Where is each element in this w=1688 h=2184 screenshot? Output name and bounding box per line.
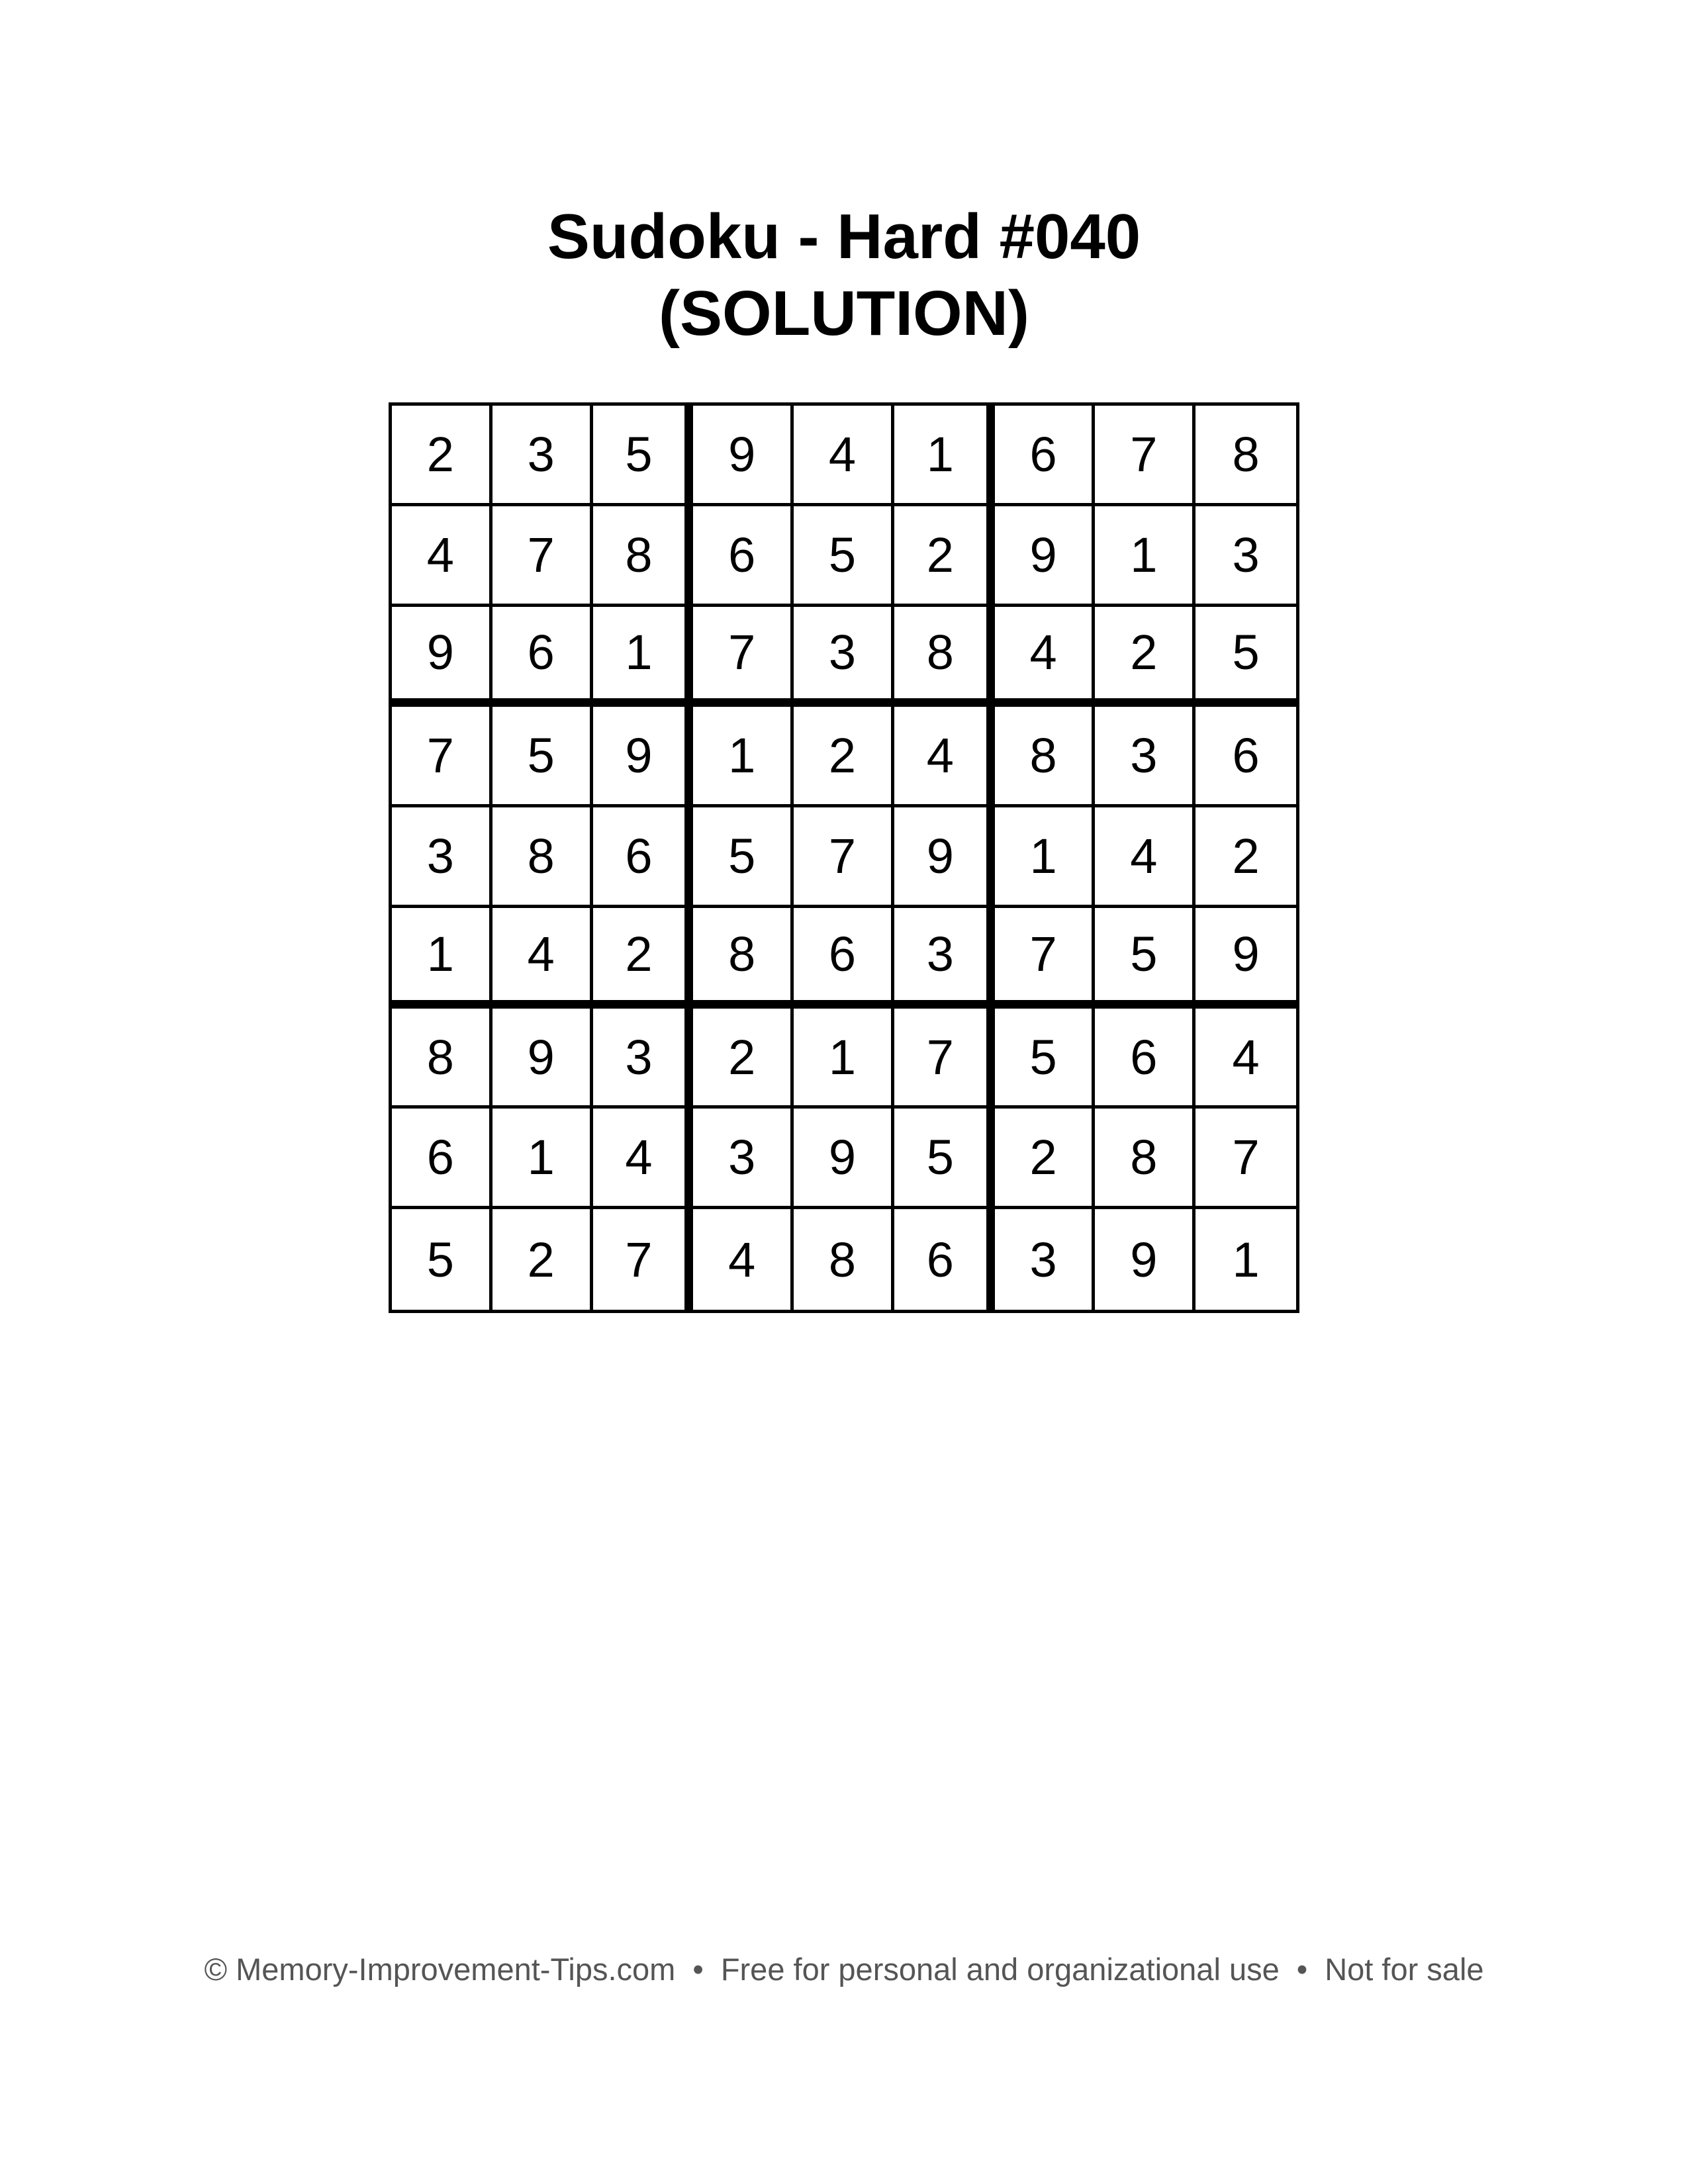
- sudoku-cell[interactable]: 3: [894, 908, 995, 1009]
- title-line-1: Sudoku - Hard #040: [547, 201, 1141, 272]
- sudoku-cell[interactable]: 5: [693, 807, 794, 908]
- sudoku-cell[interactable]: 2: [492, 1209, 593, 1310]
- sudoku-cell[interactable]: 9: [392, 607, 492, 707]
- sudoku-cell[interactable]: 4: [995, 607, 1096, 707]
- sudoku-cell[interactable]: 5: [1095, 908, 1196, 1009]
- sudoku-cell[interactable]: 5: [1196, 607, 1296, 707]
- sudoku-cell[interactable]: 5: [794, 506, 894, 607]
- sudoku-cell[interactable]: 9: [693, 406, 794, 506]
- sudoku-cell[interactable]: 8: [392, 1009, 492, 1109]
- sudoku-cell[interactable]: 6: [593, 807, 694, 908]
- sudoku-cell[interactable]: 8: [593, 506, 694, 607]
- sudoku-cell[interactable]: 2: [1196, 807, 1296, 908]
- page-title: [0, 199, 1688, 352]
- footer-not-for-sale: Not for sale: [1325, 1952, 1484, 1987]
- sudoku-cell[interactable]: 1: [794, 1009, 894, 1109]
- sudoku-cell[interactable]: 7: [894, 1009, 995, 1109]
- sudoku-cell[interactable]: 4: [794, 406, 894, 506]
- sudoku-cell[interactable]: 5: [995, 1009, 1096, 1109]
- sudoku-cell[interactable]: 3: [794, 607, 894, 707]
- sudoku-cell[interactable]: 3: [693, 1109, 794, 1209]
- sudoku-cell[interactable]: 1: [693, 707, 794, 807]
- sudoku-cell[interactable]: 6: [693, 506, 794, 607]
- sudoku-cell[interactable]: 5: [392, 1209, 492, 1310]
- sudoku-cell[interactable]: 8: [995, 707, 1096, 807]
- sudoku-board: [389, 402, 1299, 1313]
- sudoku-cell[interactable]: 1: [492, 1109, 593, 1209]
- sudoku-cell[interactable]: 9: [894, 807, 995, 908]
- sudoku-cell[interactable]: 6: [894, 1209, 995, 1310]
- sudoku-cell[interactable]: 9: [1196, 908, 1296, 1009]
- sudoku-cell[interactable]: 7: [1196, 1109, 1296, 1209]
- sudoku-cell[interactable]: 2: [693, 1009, 794, 1109]
- sudoku-cell[interactable]: 1: [1095, 506, 1196, 607]
- sudoku-cell[interactable]: 6: [1095, 1009, 1196, 1109]
- sudoku-cell[interactable]: 6: [492, 607, 593, 707]
- sudoku-cell[interactable]: 9: [492, 1009, 593, 1109]
- sudoku-cell[interactable]: 7: [593, 1209, 694, 1310]
- sudoku-cell[interactable]: 2: [1095, 607, 1196, 707]
- sudoku-cell[interactable]: 2: [995, 1109, 1096, 1209]
- sudoku-cell[interactable]: 7: [693, 607, 794, 707]
- sudoku-cell[interactable]: 2: [894, 506, 995, 607]
- title-line-2: (SOLUTION): [659, 278, 1029, 349]
- footer: [0, 1951, 1688, 1987]
- sudoku-cell[interactable]: 5: [593, 406, 694, 506]
- sudoku-cell[interactable]: 3: [995, 1209, 1096, 1310]
- sudoku-cell[interactable]: 6: [392, 1109, 492, 1209]
- footer-separator: •: [692, 1952, 704, 1987]
- sudoku-cell[interactable]: 9: [794, 1109, 894, 1209]
- sudoku-cell[interactable]: 8: [794, 1209, 894, 1310]
- sudoku-cell[interactable]: 2: [593, 908, 694, 1009]
- sudoku-cell[interactable]: 3: [593, 1009, 694, 1109]
- sudoku-cell[interactable]: 4: [392, 506, 492, 607]
- sudoku-cell[interactable]: 8: [894, 607, 995, 707]
- sudoku-cell[interactable]: 9: [1095, 1209, 1196, 1310]
- sudoku-cell[interactable]: 4: [593, 1109, 694, 1209]
- sudoku-cell[interactable]: 3: [392, 807, 492, 908]
- sudoku-cell[interactable]: 3: [492, 406, 593, 506]
- sudoku-cell[interactable]: 5: [492, 707, 593, 807]
- sudoku-cell[interactable]: 9: [593, 707, 694, 807]
- sudoku-cell[interactable]: 4: [1095, 807, 1196, 908]
- footer-separator: •: [1296, 1952, 1308, 1987]
- sudoku-cell[interactable]: 4: [1196, 1009, 1296, 1109]
- sudoku-cell[interactable]: 7: [392, 707, 492, 807]
- sudoku-cell[interactable]: 1: [995, 807, 1096, 908]
- sudoku-cell[interactable]: 7: [794, 807, 894, 908]
- sudoku-cell[interactable]: 3: [1095, 707, 1196, 807]
- sudoku-cell[interactable]: 2: [392, 406, 492, 506]
- sudoku-cell[interactable]: 4: [894, 707, 995, 807]
- sudoku-cell[interactable]: 1: [894, 406, 995, 506]
- sudoku-cell[interactable]: 5: [894, 1109, 995, 1209]
- sudoku-cell[interactable]: 1: [392, 908, 492, 1009]
- footer-usage: Free for personal and organizational use: [720, 1952, 1280, 1987]
- sudoku-cell[interactable]: 8: [492, 807, 593, 908]
- sudoku-cell[interactable]: 7: [1095, 406, 1196, 506]
- sudoku-cell[interactable]: 4: [693, 1209, 794, 1310]
- sudoku-cell[interactable]: 6: [794, 908, 894, 1009]
- sudoku-cell[interactable]: 7: [492, 506, 593, 607]
- sudoku-cell[interactable]: 7: [995, 908, 1096, 1009]
- sudoku-cell[interactable]: 4: [492, 908, 593, 1009]
- sudoku-cell[interactable]: 2: [794, 707, 894, 807]
- sudoku-cell[interactable]: 9: [995, 506, 1096, 607]
- sudoku-cell[interactable]: 6: [1196, 707, 1296, 807]
- sudoku-cell[interactable]: 1: [593, 607, 694, 707]
- sudoku-cell[interactable]: 6: [995, 406, 1096, 506]
- sudoku-cell[interactable]: 1: [1232, 1232, 1260, 1287]
- sudoku-cell[interactable]: 3: [1196, 506, 1296, 607]
- sudoku-cell[interactable]: 8: [1196, 406, 1296, 506]
- sudoku-cell[interactable]: 8: [1095, 1109, 1196, 1209]
- sudoku-cell[interactable]: 8: [693, 908, 794, 1009]
- footer-copyright: © Memory-Improvement-Tips.com: [204, 1952, 676, 1987]
